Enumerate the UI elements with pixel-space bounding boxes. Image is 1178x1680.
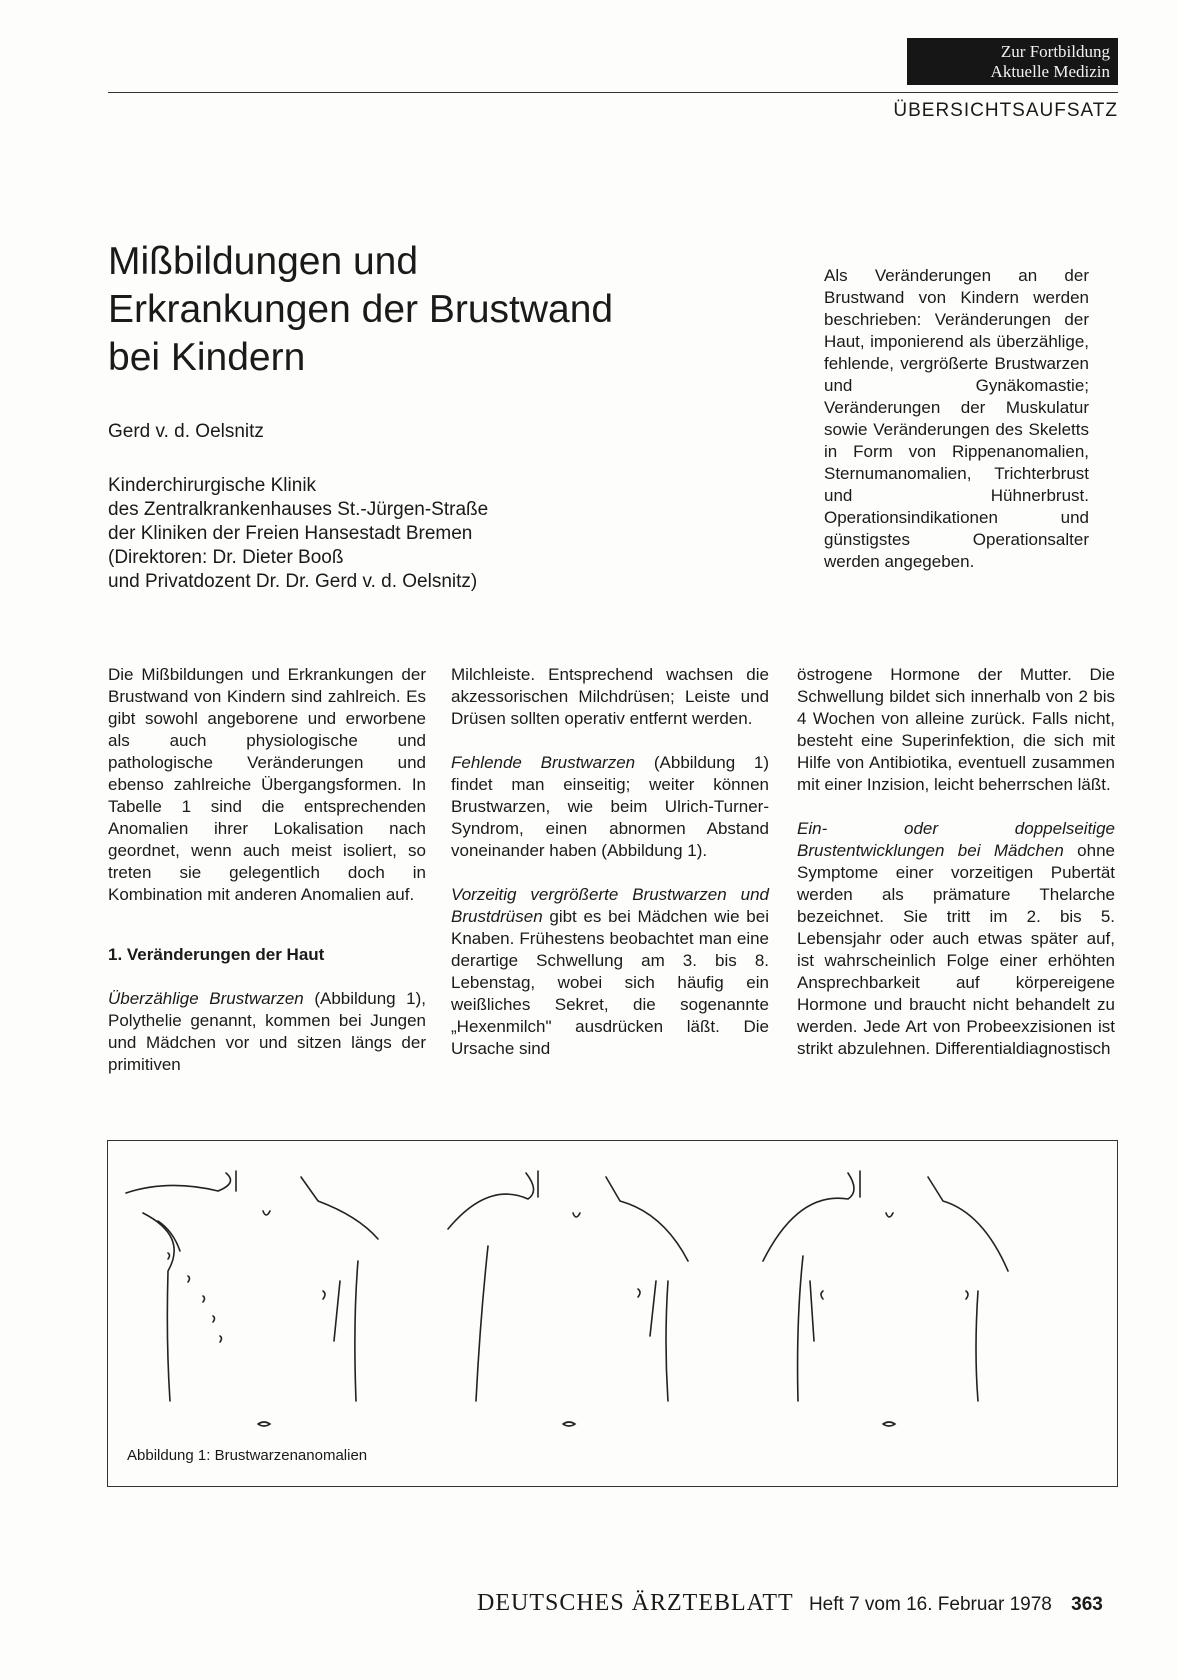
author: Gerd v. d. Oelsnitz: [108, 421, 264, 442]
torso-drawing-polythelia: [126, 1171, 378, 1426]
title-line-3: bei Kindern: [108, 336, 306, 379]
emphasis: Fehlende Brustwarzen: [451, 753, 636, 772]
affiliation-line: des Zentralkrankenhauses St.-Jürgen-Straße: [108, 499, 489, 520]
paragraph-text: ohne Symptome einer vorzeitigen Pubertät werden als prämature Thelarche bezeichnet. Sie tritt im 2. bis 5. Lebensjahr oder auch etwas später auf, ist wahrscheinlich Folge einer erhöhten Ansprechbarkeit auf körpereigene Hormone und braucht nicht behandelt zu werden. Jede Art von Probeexzisionen ist strikt abzulehnen. Differentialdiagnostisch: [797, 841, 1115, 1058]
paragraph: Die Mißbildungen und Erkrankungen der Brustwand von Kindern sind zahlreich. Es gibt sowohl angeborene und erworbene als auch physiologische und pathologische Veränderungen und ebenso zahlreiche Übergangsformen. In Tabelle 1 sind die entsprechenden Anomalien ihrer Lokalisation nach geordnet, wenn auch meist isoliert, so treten sie gelegentlich doch in Kombination mit anderen Anomalien auf.: [108, 665, 426, 904]
figure-1: [107, 1140, 1118, 1487]
article-title: [108, 238, 668, 382]
paragraph: östrogene Hormone der Mutter. Die Schwellung bildet sich innerhalb von 2 bis 4 Wochen von alleine zurück. Falls nicht, besteht eine Superinfektion, die sich mit Hilfe von Antibiotika, eventuell zusammen mit einer Inzision, leicht beherrschen läßt.: [797, 665, 1115, 794]
section-heading: 1. Veränderungen der Haut: [108, 945, 325, 964]
paragraph: Milchleiste. Entsprechend wachsen die akzessorischen Milchdrüsen; Leiste und Drüsen sollten operativ entfernt werden.: [451, 665, 769, 728]
paragraph: [451, 884, 769, 1060]
abstract: Als Veränderungen an der Brustwand von Kindern werden beschrieben: Veränderungen der Haut, imponierend als überzählige, fehlende, vergrößerte Brustwarzen und Gynäkomastie; Veränderungen der Muskulatur sowie Veränderungen des Skeletts in Form von Rippenanomalien, Sternumanomalien, Trichterbrust und Hühnerbrust. Operationsindikationen und günstigstes Operationsalter werden angegeben.: [824, 266, 1089, 571]
title-line-2: Erkrankungen der Brustwand: [108, 288, 614, 331]
paragraph: [451, 752, 769, 862]
emphasis: Überzählige Brustwarzen: [108, 989, 304, 1008]
body-column-2: [451, 664, 769, 1082]
paragraph-text: (Abbildung 1) findet man einseitig; weiter können Brustwarzen, wie beim Ulrich-Turner-Syndrom, einen abnormen Abstand voneinander haben (Abbildung 1).: [451, 753, 770, 860]
header-rule: [108, 92, 1118, 93]
issue-info: Heft 7 vom 16. Februar 1978: [808, 1594, 1052, 1615]
paragraph: [108, 988, 426, 1076]
affiliation-line: und Privatdozent Dr. Dr. Gerd v. d. Oelsnitz): [108, 571, 478, 592]
title-line-1: Mißbildungen und: [108, 240, 419, 283]
paragraph-text: (Abbildung 1), Polythelie genannt, kommen bei Jungen und Mädchen vor und sitzen längs der primitiven: [108, 989, 426, 1074]
emphasis: Ein- oder doppelseitige Brustentwicklungen bei Mädchen: [797, 819, 1115, 860]
paragraph: [797, 818, 1115, 1060]
section-label: ÜBERSICHTSAUFSATZ: [893, 100, 1118, 121]
torso-drawing-wide-nipples: [763, 1171, 1008, 1426]
paragraph-text: gibt es bei Mädchen wie bei Knaben. Frühestens beobachtet man eine derartige Schwellung am 3. bis 8. Lebenstag, wobei sich häufig ein weißliches Sekret, die sogenannte „Hexenmilch" ausdrücken läßt. Die Ursache sind: [451, 907, 769, 1058]
page-footer: [477, 1590, 1118, 1617]
affiliation-line: Kinderchirurgische Klinik: [108, 475, 317, 496]
torso-drawing-missing-nipple: [448, 1171, 688, 1426]
body-column-3: [797, 664, 1115, 1082]
figure-caption: Abbildung 1: Brustwarzenanomalien: [127, 1447, 368, 1464]
affiliation: [108, 474, 608, 594]
affiliation-line: (Direktoren: Dr. Dieter Booß: [108, 547, 344, 568]
page-number: 363: [1071, 1594, 1103, 1615]
body-column-1: [108, 664, 426, 1098]
torso-illustrations: [108, 1141, 1119, 1488]
section-badge: [907, 38, 1118, 85]
affiliation-line: der Kliniken der Freien Hansestadt Bremen: [108, 523, 473, 544]
badge-line-1: Zur Fortbildung: [1000, 42, 1110, 61]
emphasis: Vorzeitig vergrößerte Brustwarzen und Brustdrüsen: [451, 885, 769, 926]
badge-line-2: Aktuelle Medizin: [990, 62, 1110, 81]
journal-name: DEUTSCHES ÄRZTEBLATT: [477, 1590, 794, 1616]
